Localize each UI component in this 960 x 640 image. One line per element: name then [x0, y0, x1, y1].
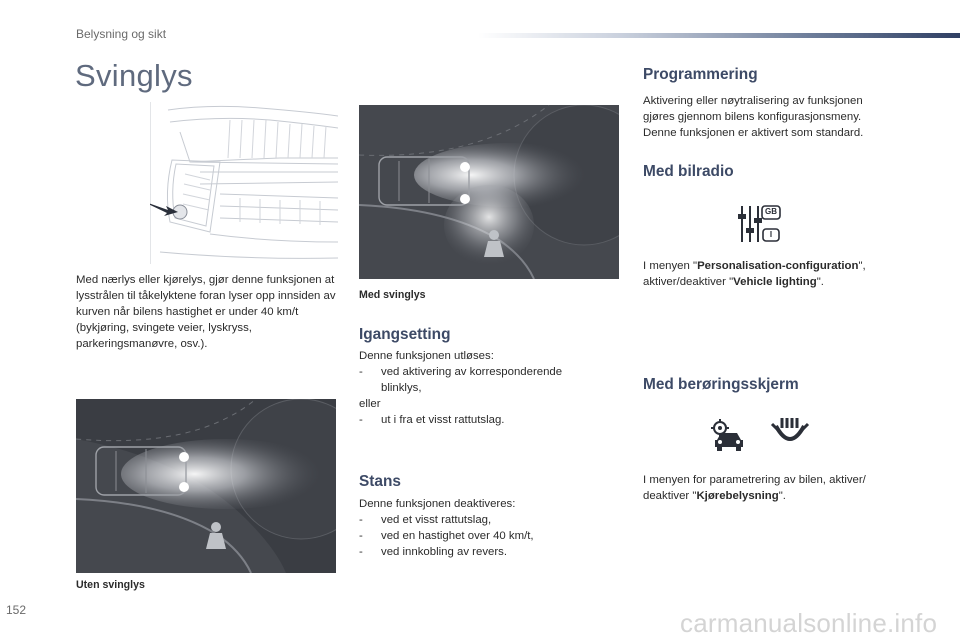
option-name: Vehicle lighting	[733, 276, 817, 288]
section-header: Belysning og sikt	[76, 27, 167, 41]
stans-intro: Denne funksjonen deaktiveres:	[359, 498, 516, 510]
heading-med-bilradio: Med bilradio	[643, 163, 734, 180]
touchscreen-text: I menyen for parametrering av bilen, aktiver/ deaktiver "Kjørebelysning".	[643, 474, 866, 502]
caption-with-cornering-light: Med svinglys	[359, 289, 426, 301]
programmering-text: Aktivering eller nøytralisering av funksjonen gjøres gjennom bilens konfigurasjonsmeny. Denne funksjonen er aktivert som standard.	[643, 95, 864, 139]
heading-stans: Stans	[359, 473, 401, 490]
list-item: - ved aktivering av korresponderende blinklys,	[359, 366, 563, 394]
watermark: carmanualsonline.info	[680, 608, 938, 638]
menu-name: Personalisation-configuration	[697, 260, 859, 272]
settings-sliders-icon	[737, 204, 781, 244]
list-item: - ved en hastighet over 40 km/t,	[359, 530, 534, 542]
igangsetting-section	[359, 348, 604, 428]
option-name: Kjørebelysning	[696, 490, 779, 502]
illustration-without-cornering-light	[76, 399, 336, 573]
header-bar	[478, 33, 960, 38]
car-settings-icon	[709, 418, 747, 452]
igangsetting-or: eller	[359, 398, 381, 410]
fog-lamp-illustration	[150, 102, 338, 264]
list-item: - ut i fra et visst rattutslag.	[359, 414, 505, 426]
gb-badge: GB	[765, 207, 777, 216]
stans-list	[359, 512, 604, 560]
page-title: Svinglys	[75, 58, 193, 93]
list-item: - ved innkobling av revers.	[359, 546, 507, 558]
heading-igangsetting: Igangsetting	[359, 326, 451, 343]
stans-section	[359, 496, 604, 560]
heading-med-beroringsskjerm: Med berøringsskjerm	[643, 376, 799, 393]
dash: -	[359, 366, 363, 378]
page-number: 152	[6, 603, 27, 617]
dash: -	[359, 514, 363, 526]
intro-paragraph: Med nærlys eller kjørelys, gjør denne funksjonen at lysstrålen til tåkelyktene foran lyser opp innsiden av kurven når bilens hastighet er under 40 km/t (bykjøring, svingete veier, lyskryss, parkeringsmanøvre, osv.).	[76, 274, 336, 350]
headlight-icon	[770, 416, 810, 450]
dash: -	[359, 530, 363, 542]
illustration-with-cornering-light	[359, 105, 619, 279]
list-item: - ved et visst rattutslag,	[359, 514, 492, 526]
dash: -	[359, 546, 363, 558]
dash: -	[359, 414, 363, 426]
igangsetting-intro: Denne funksjonen utløses:	[359, 350, 494, 362]
heading-programmering: Programmering	[643, 66, 758, 83]
caption-without-cornering-light: Uten svinglys	[76, 579, 145, 591]
i-badge: I	[769, 230, 773, 239]
igangsetting-list-2	[359, 412, 604, 428]
bilradio-text: I menyen "Personalisation-configuration", aktiver/deaktiver "Vehicle lighting".	[643, 260, 866, 288]
igangsetting-list	[359, 364, 604, 396]
